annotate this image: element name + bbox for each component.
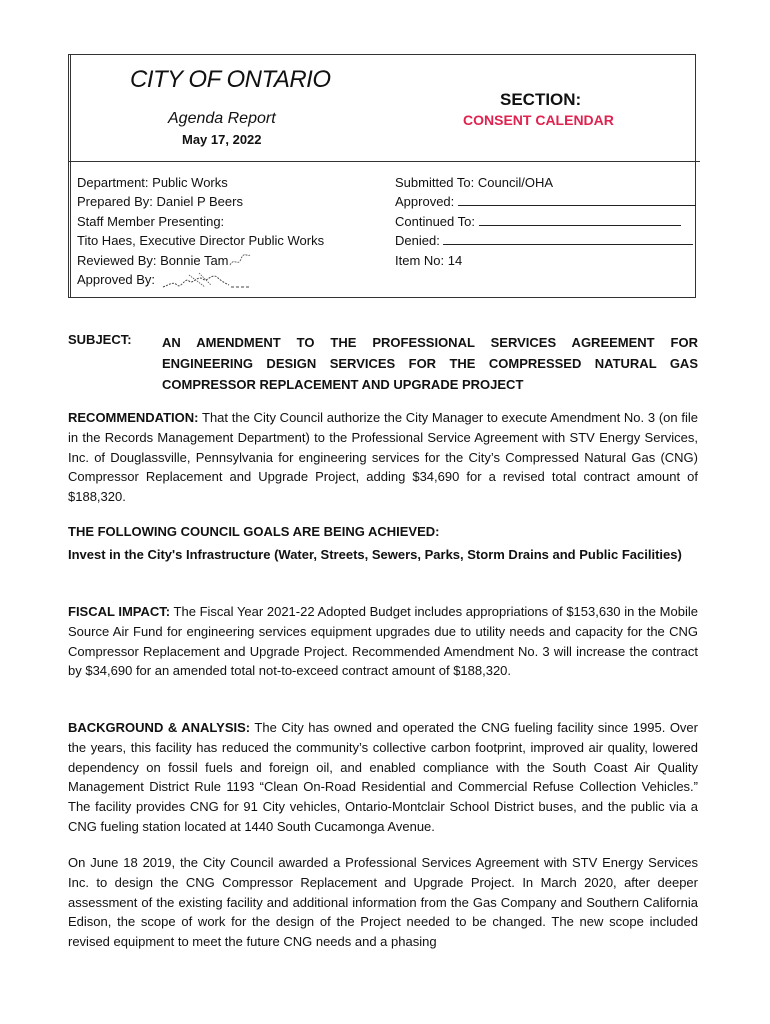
continued-to-label: Continued To: <box>395 213 475 229</box>
header-divider <box>68 161 700 162</box>
denied-blank <box>443 232 693 245</box>
report-type: Agenda Report <box>168 110 276 127</box>
section-value: CONSENT CALENDAR <box>463 112 614 128</box>
subject-text: AN AMENDMENT TO THE PROFESSIONAL SERVICES AGREEMENT FOR ENGINEERING DESIGN SERVICES FOR THE COMPRESSED NATURAL GAS COMPRESSOR REPLACEMENT AND UPGRADE PROJECT <box>162 335 698 392</box>
prepared-by-line: Prepared By: Daniel P Beers <box>77 194 243 210</box>
background-text: The City has owned and operated the CNG fueling facility since 1995. Over the years, this facility has reduced the community’s collective carbon footprint, improved air quality, lowered dependency on fossil fuels and foreign oil, and enabled compliance with the South Coast Air Quality Management District Rule 1193 “Clean On-Road Residential and Commercial Refuse Collection Vehicles.” The facility provides CNG for 91 City vehicles, Ontario-Montclair School District buses, and the public via a CNG fueling station located at 1440 South Cucamonga Avenue. <box>68 720 698 834</box>
reviewer-signature-icon <box>229 253 251 269</box>
item-number-line: Item No: 14 <box>395 252 463 268</box>
denied-label: Denied: <box>395 233 440 249</box>
info-left-column <box>77 173 324 291</box>
recommendation-text: That the City Council authorize the City Manager to execute Amendment No. 3 (on file in the Records Management Department) to the Professional Service Agreement with STV Energy Services, Inc. of Douglassville, Pennsylvania for engineering services for the City’s Compressed Natural Gas (CNG) Compressor Replacement and Upgrade Project, adding $34,690 for a revised total contract amount of $188,320. <box>68 410 698 505</box>
fiscal-impact-paragraph <box>68 602 698 681</box>
info-right-column <box>395 173 696 270</box>
subject-label: SUBJECT: <box>68 332 132 347</box>
denied-row <box>395 231 696 250</box>
history-paragraph <box>68 853 698 952</box>
approved-label: Approved: <box>395 194 455 210</box>
approved-by-line: Approved By: <box>77 272 156 288</box>
approver-signature-icon <box>159 271 255 291</box>
reviewed-by-row <box>77 251 324 270</box>
recommendation-paragraph <box>68 408 698 507</box>
submitted-to-line: Submitted To: Council/OHA <box>395 175 553 190</box>
section-label: SECTION: <box>500 90 582 109</box>
staff-presenting-label: Staff Member Presenting: <box>77 213 225 229</box>
goals-heading: THE FOLLOWING COUNCIL GOALS ARE BEING ACHIEVED: <box>68 524 440 539</box>
history-text: On June 18 2019, the City Council awarded a Professional Services Agreement with STV Energy Services Inc. to design the CNG Compressor Replacement and Upgrade Project. In March 2020, after deeper assessment of the existing facility and additional information from the Gas Company and Southern California Edison, the scope of work for the design of the Project needed to be changed. The new scope included revised equipment to meet the future CNG needs and a phasing <box>68 855 698 950</box>
meeting-date: May 17, 2022 <box>182 132 262 147</box>
continued-to-row <box>395 212 696 231</box>
fiscal-impact-text: The Fiscal Year 2021-22 Adopted Budget includes appropriations of $153,630 in the Mobile Source Air Fund for engineering services equipment upgrades due to utility needs and capacity for the CNG Compressor Replacement and Upgrade Project. Recommended Amendment No. 3 will increase the contract by $34,690 for an amended total not-to-exceed contract amount of $188,320. <box>68 604 698 679</box>
staff-presenting-line: Tito Haes, Executive Director Public Works <box>77 233 325 249</box>
header-left-rule <box>70 54 71 298</box>
approved-by-row <box>77 270 324 291</box>
background-paragraph <box>68 718 698 837</box>
goals-text: Invest in the City's Infrastructure (Water, Streets, Sewers, Parks, Storm Drains and Public Facilities) <box>68 547 682 562</box>
reviewed-by-line: Reviewed By: Bonnie Tam <box>77 252 229 268</box>
city-title: CITY OF ONTARIO <box>130 66 331 93</box>
department-line: Department: Public Works <box>77 175 228 190</box>
continued-to-blank <box>479 213 681 226</box>
fiscal-impact-label: FISCAL IMPACT: <box>68 604 171 619</box>
approved-row <box>395 192 696 211</box>
background-label: BACKGROUND & ANALYSIS: <box>68 720 251 735</box>
approved-blank <box>458 193 696 206</box>
recommendation-label: RECOMMENDATION: <box>68 410 199 425</box>
